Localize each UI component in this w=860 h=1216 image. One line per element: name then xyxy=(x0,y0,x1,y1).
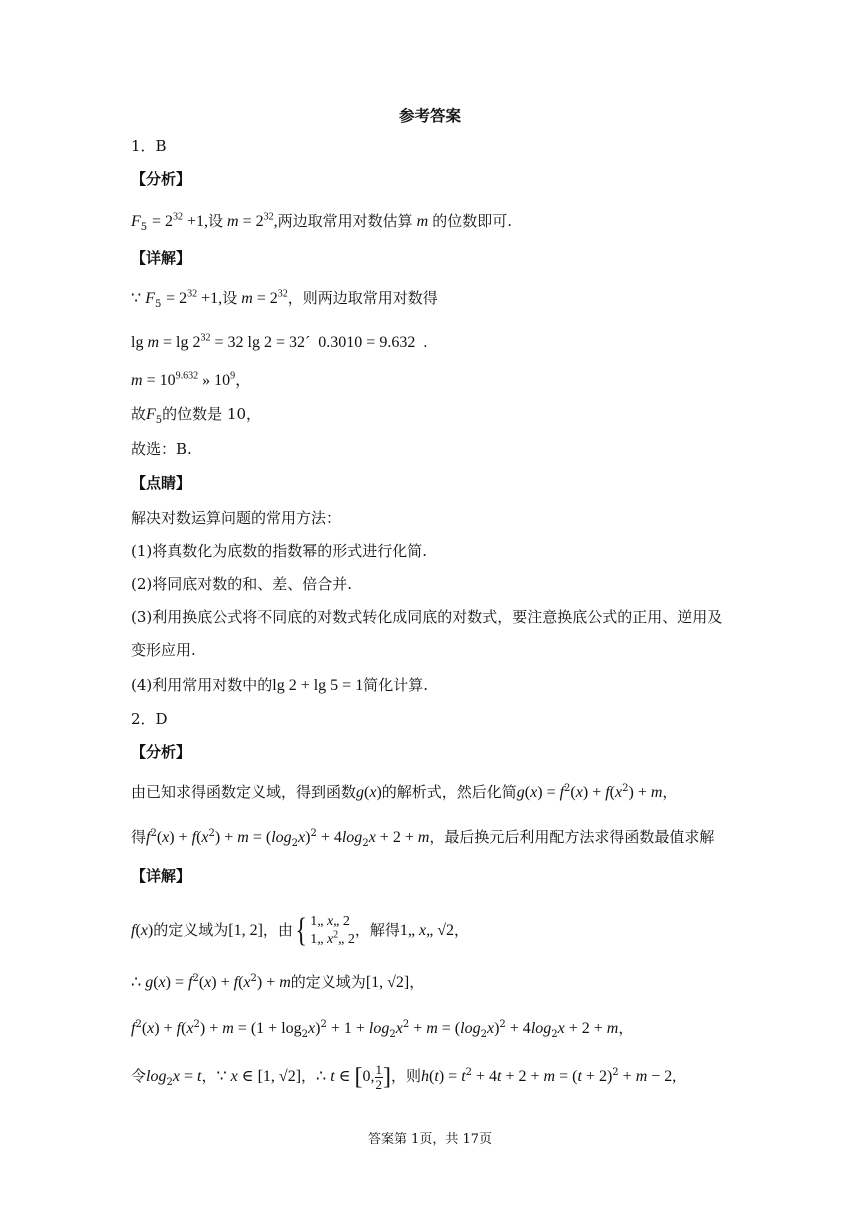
q1-tip-1: (1)将真数化为底数的指数幂的形式进行化简. xyxy=(131,542,428,560)
q1-tip-2: (2)将同底对数的和、差、倍合并. xyxy=(131,575,353,593)
q1-detail-tag: 【详解】 xyxy=(131,249,192,267)
q2-analysis-tag: 【分析】 xyxy=(131,743,192,761)
page-title: 参考答案 xyxy=(398,106,461,125)
q1-tip-intro: 解决对数运算问题的常用方法： xyxy=(131,509,342,527)
q2-domain-line: f(x)的定义域为[1, 2]，由{ 1„ x„ 2 1„ $x^2„$ 2 ，解得1„ x„ √2， xyxy=(131,912,470,949)
q2-analysis-line1: 由已知求得函数定义域，得到函数g(x)的解析式，然后化简$g(x) = f^2(x) + f(x^2) + m$， xyxy=(131,783,678,801)
q1-tip-3: (3)利用换底公式将不同底的对数式转化成同底的对数式，要注意换底公式的正用、逆用及 xyxy=(131,608,723,626)
q2-detail-tag: 【详解】 xyxy=(131,867,192,885)
q1-detail-line4: 故$F_5$的位数是 10， xyxy=(131,405,262,426)
q1-detail-line2: $\lg m = \lg 2^{32} = 32$ lg 2 = 32´ 0.3010 = 9.632 . xyxy=(131,332,428,351)
q1-detail-line1: ∵ $F_5 = 2^{32} +1$,设 $m = 2^{32}$，则两边取常用对数得 xyxy=(131,288,438,310)
q1-tip-tag: 【点睛】 xyxy=(131,474,192,492)
q1-analysis-tag: 【分析】 xyxy=(131,170,192,188)
q1-analysis-text: $F_5 = 2^{32} +1$,设 $m = 2^{32}$,两边取常用对数估算 m 的位数即可. xyxy=(131,211,512,233)
q1-tip-3-cont: 变形应用. xyxy=(131,641,196,659)
q1-detail-line3: $m = 10^{9.632}$ » $10^9$， xyxy=(131,370,252,389)
q2-expansion-line: $f^2(x) + f(x^2) + m = (1 + \log_2x)^2 + 1 + \log_2x^2 + m = (\log_2x)^2 + 4\log_2x + 2 + m$， xyxy=(131,1019,634,1040)
q1-choice: 故选：B. xyxy=(131,440,192,458)
q2-gdomain-line: ∴ $g(x) = f^2(x) + f(x^2) + m$的定义域为[1, √2]， xyxy=(131,973,425,991)
q2-answer: 2．D xyxy=(131,710,168,728)
page-footer: 答案第 1页，共 17页 xyxy=(367,1132,493,1147)
q2-substitution-line: 令$\log_2x = t$，∵ x ∈ [1, √2]，∴ t ∈ [0, $\frac{1}{2}$ ]，则$h(t) = t^2 + 4t + 2 + m = (t + 2)^2 + m - 2$, xyxy=(131,1061,677,1092)
q1-tip-4: (4)利用常用对数中的lg 2 + lg 5 = 1简化计算. xyxy=(131,676,428,694)
q1-answer: 1．B xyxy=(131,137,167,155)
q2-analysis-line2: 得$f^2(x) + f(x^2) + m = (\log_2x)^2 + 4\log_2x + 2 + m$，最后换元后利用配方法求得函数最值求解 xyxy=(131,828,715,849)
